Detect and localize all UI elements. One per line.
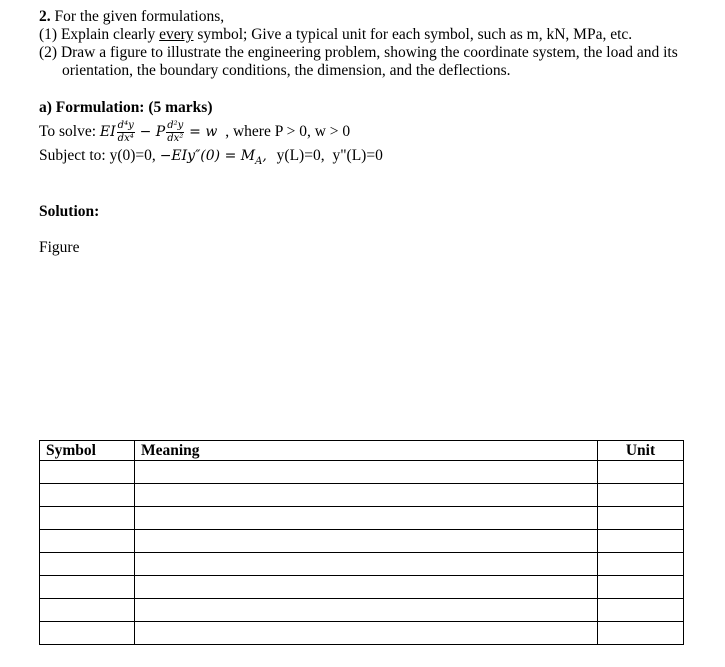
frac2-denominator: dx²: [167, 132, 184, 144]
bc-4: y"(L)=0: [332, 147, 383, 164]
bc-2-end: ,: [262, 148, 267, 164]
solve-label: To solve:: [39, 123, 97, 140]
unit-cell[interactable]: [598, 530, 684, 553]
symbol-cell[interactable]: [40, 599, 135, 622]
meaning-cell[interactable]: [135, 461, 598, 484]
item1-suffix: symbol; Give a typical unit for each symbol, such as m, kN, MPa, etc.: [197, 26, 633, 43]
bc-3: y(L)=0,: [276, 147, 325, 164]
subject-label: Subject to:: [39, 147, 106, 164]
question-item-1: [39, 26, 632, 44]
boundary-conditions-line: [39, 147, 383, 167]
formulation-heading: a) Formulation: (5 marks): [39, 99, 213, 116]
symbol-cell[interactable]: [40, 530, 135, 553]
eq-minus-p: − P: [139, 124, 166, 140]
eq-fraction-1: [117, 121, 135, 144]
unit-cell[interactable]: [598, 553, 684, 576]
unit-cell[interactable]: [598, 461, 684, 484]
item1-underlined: every: [159, 26, 194, 43]
frac1-denominator: dx⁴: [117, 132, 134, 144]
header-meaning: Meaning: [135, 441, 598, 461]
equation-line: [39, 118, 350, 146]
unit-cell[interactable]: [598, 576, 684, 599]
table-row: [40, 599, 684, 622]
meaning-cell[interactable]: [135, 484, 598, 507]
eq-where: , where P > 0, w > 0: [225, 123, 351, 140]
symbol-cell[interactable]: [40, 622, 135, 645]
question-item-2-line-2: orientation, the boundary conditions, the dimension, and the deflections.: [62, 62, 511, 79]
figure-label: Figure: [39, 239, 80, 256]
bc-2: [159, 148, 267, 167]
symbol-cell[interactable]: [40, 553, 135, 576]
meaning-cell[interactable]: [135, 599, 598, 622]
unit-cell[interactable]: [598, 622, 684, 645]
question-intro: For the given formulations,: [54, 8, 225, 25]
meaning-cell[interactable]: [135, 507, 598, 530]
unit-cell[interactable]: [598, 599, 684, 622]
bc-1: y(0)=0,: [109, 147, 156, 164]
question-number: 2.: [39, 8, 51, 25]
bc-2-subscript: A: [255, 155, 263, 167]
item1-prefix: (1) Explain clearly: [39, 26, 156, 43]
frac2-numerator: d²y: [167, 119, 184, 131]
meaning-cell[interactable]: [135, 553, 598, 576]
question-intro-line: [39, 8, 224, 26]
symbol-cell[interactable]: [40, 507, 135, 530]
question-item-2-line-1: (2) Draw a figure to illustrate the engineering problem, showing the coordinate system, the load and its: [39, 44, 678, 61]
symbol-cell[interactable]: [40, 461, 135, 484]
eq-fraction-2: [166, 121, 184, 144]
header-unit: Unit: [598, 441, 684, 461]
solution-label: Solution:: [39, 203, 100, 220]
eq-EI: EI: [99, 124, 116, 140]
table-header-row: [40, 441, 684, 461]
header-symbol: Symbol: [40, 441, 135, 461]
unit-cell[interactable]: [598, 507, 684, 530]
unit-cell[interactable]: [598, 484, 684, 507]
meaning-cell[interactable]: [135, 530, 598, 553]
table-row: [40, 553, 684, 576]
meaning-cell[interactable]: [135, 622, 598, 645]
meaning-cell[interactable]: [135, 576, 598, 599]
frac1-numerator: d⁴y: [117, 119, 134, 131]
table-body: [40, 461, 684, 645]
symbol-cell[interactable]: [40, 484, 135, 507]
table-row: [40, 576, 684, 599]
symbol-table: [39, 440, 684, 645]
symbol-cell[interactable]: [40, 576, 135, 599]
bc-2-text: −EIy″(0) = M: [159, 148, 256, 164]
table-row: [40, 622, 684, 645]
table-row: [40, 507, 684, 530]
eq-equals-w: = w: [189, 124, 218, 140]
table-row: [40, 461, 684, 484]
table-row: [40, 484, 684, 507]
table-row: [40, 530, 684, 553]
